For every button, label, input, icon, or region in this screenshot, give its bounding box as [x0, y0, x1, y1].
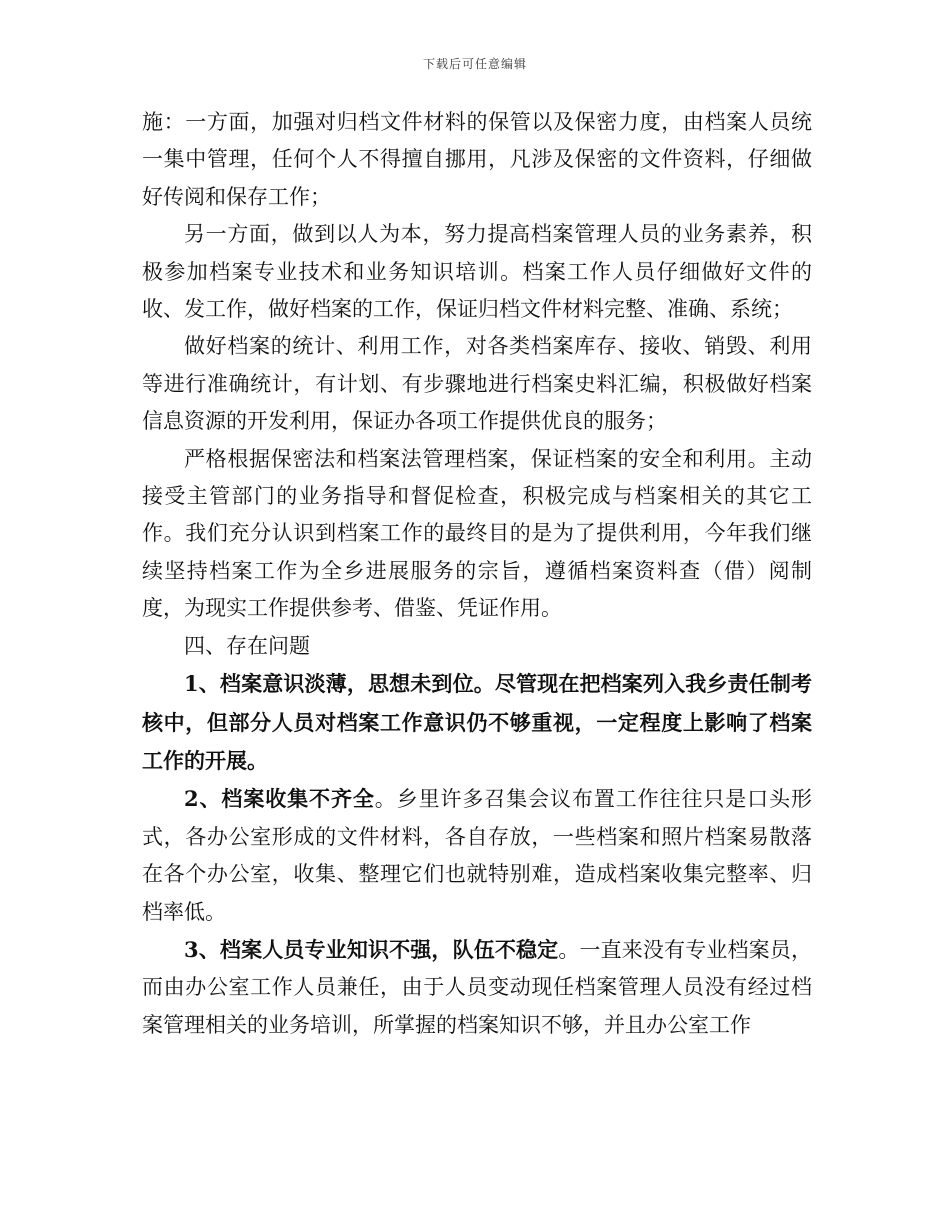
page-header: 下载后可任意编辑 — [422, 57, 527, 71]
section-heading — [142, 628, 812, 665]
issue-bold-lead: 2、档案收集不齐全 — [184, 786, 375, 812]
issue-paragraph — [142, 931, 812, 1044]
paragraph — [142, 328, 812, 440]
paragraph-text: 。乡里许多召集会议布置工作往往只是口头形式，各办公室形成的文件材料，各自存放，一些档案和照片档案易散落在各个办公室，收集、整理它们也就特别难，造成档案收集完整率、归档率低。 — [142, 787, 812, 924]
issue-paragraph — [142, 665, 812, 780]
paragraph-continuation — [142, 104, 812, 216]
document-body — [142, 104, 812, 1044]
paragraph-text: 做好档案的统计、利用工作，对各类档案库存、接收、销毁、利用等进行准确统计，有计划、有步骤地进行档案史料汇编，积极做好档案信息资源的开发利用，保证办各项工作提供优良的服务； — [142, 334, 812, 434]
paragraph-text: 施：一方面，加强对归档文件材料的保管以及保密力度，由档案人员统一集中管理，任何个人不得擅自挪用，凡涉及保密的文件资料，仔细做好传阅和保存工作； — [142, 110, 812, 209]
paragraph-text: 严格根据保密法和档案法管理档案，保证档案的安全和利用。主动接受主管部门的业务指导和督促检查，积极完成与档案相关的其它工作。我们充分认识到档案工作的最终目的是为了提供利用，今年我们继续坚持档案工作为全乡进展服务的宗旨，遵循档案资料查（借）阅制度，为现实工作提供参考、借鉴、凭证作用。 — [142, 446, 812, 621]
paragraph — [142, 441, 812, 628]
paragraph — [142, 216, 812, 328]
section-heading-text: 四、存在问题 — [184, 633, 310, 658]
issue-bold-lead: 1、档案意识淡薄，思想未到位。尽管现在把档案列入我乡责任制考核中，但部分人员对档案工作意识仍不够重视，一定程度上影响了档案工作的开展。 — [142, 671, 812, 773]
issue-paragraph — [142, 780, 812, 931]
issue-bold-lead: 3、档案人员专业知识不强，队伍不稳定 — [184, 936, 559, 962]
paragraph-text: 另一方面，做到以人为本，努力提高档案管理人员的业务素养，积极参加档案专业技术和业务知识培训。档案工作人员仔细做好文件的收、发工作，做好档案的工作，保证归档文件材料完整、准确、系统； — [142, 222, 812, 322]
paragraph-text: 。一直来没有专业档案员，而由办公室工作人员兼任，由于人员变动现任档案管理人员没有经过档案管理相关的业务培训，所掌握的档案知识不够，并且办公室工作 — [142, 937, 812, 1037]
